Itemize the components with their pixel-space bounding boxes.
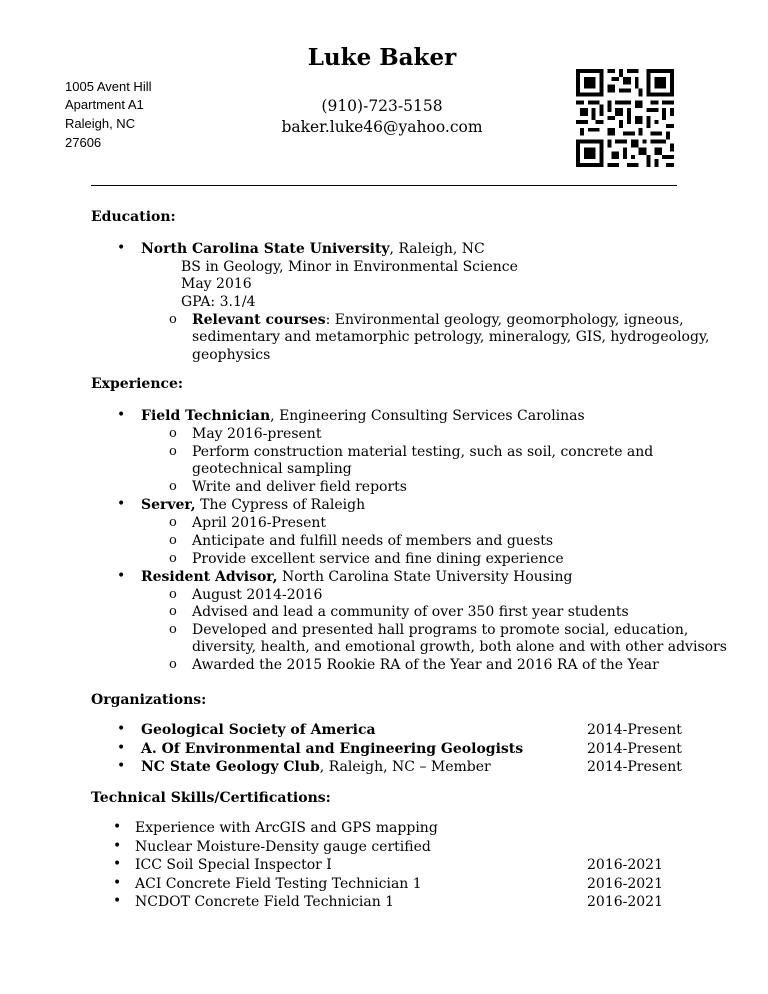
- job-title-line: [141, 496, 365, 514]
- address-line-2: Apartment A1: [65, 97, 144, 112]
- job-org: , Engineering Consulting Services Carolinas: [270, 408, 585, 424]
- sub-bullet-icon: o: [169, 657, 177, 672]
- phone-number: (910)-723-5158: [321, 97, 443, 115]
- bullet-icon: •: [117, 721, 126, 737]
- school-name: North Carolina State University: [141, 241, 390, 257]
- organization-name: NC State Geology Club: [141, 759, 320, 775]
- skill-date: 2016-2021: [587, 857, 663, 873]
- skill-date: 2016-2021: [587, 876, 663, 892]
- bullet-icon: •: [117, 240, 126, 256]
- sub-bullet-icon: o: [169, 533, 177, 548]
- education-courses: [192, 311, 684, 329]
- bullet-icon: •: [117, 568, 126, 584]
- skill-item: NCDOT Concrete Field Technician 1: [135, 894, 395, 910]
- bullet-icon: •: [113, 856, 122, 872]
- education-gpa: GPA: 3.1/4: [181, 294, 256, 310]
- skills-heading: Technical Skills/Certifications:: [91, 790, 331, 806]
- organization-date: 2014-Present: [587, 722, 682, 738]
- job-item: Awarded the 2015 Rookie RA of the Year and 2016 RA of the Year: [192, 657, 659, 673]
- job-item-continued: geotechnical sampling: [192, 461, 352, 477]
- job-item: Perform construction material testing, such as soil, concrete and: [192, 444, 654, 460]
- job-item: August 2014-2016: [192, 587, 323, 603]
- job-org: North Carolina State University Housing: [277, 569, 573, 585]
- job-item: Write and deliver field reports: [192, 479, 407, 495]
- bullet-icon: •: [113, 875, 122, 891]
- bullet-icon: •: [113, 819, 122, 835]
- organization-date: 2014-Present: [587, 741, 682, 757]
- address-line-1: 1005 Avent Hill: [65, 79, 152, 94]
- job-item: Provide excellent service and fine dining experience: [192, 551, 564, 567]
- job-item: Advised and lead a community of over 350 first year students: [192, 604, 629, 620]
- skill-item: Experience with ArcGIS and GPS mapping: [135, 820, 438, 836]
- job-item: May 2016-present: [192, 426, 322, 442]
- job-title-line: [141, 568, 572, 586]
- resume-name: Luke Baker: [307, 44, 457, 71]
- job-title: Server,: [141, 497, 196, 513]
- bullet-icon: •: [117, 740, 126, 756]
- organization-name: Geological Society of America: [141, 722, 376, 738]
- sub-bullet-icon: o: [169, 622, 177, 637]
- skill-item: ICC Soil Special Inspector I: [135, 857, 332, 873]
- education-degree: BS in Geology, Minor in Environmental Science: [181, 259, 518, 275]
- skill-item: Nuclear Moisture-Density gauge certified: [135, 839, 431, 855]
- organizations-heading: Organizations:: [91, 692, 207, 708]
- bullet-icon: •: [113, 893, 122, 909]
- sub-bullet-icon: o: [169, 587, 177, 602]
- job-item: Developed and presented hall programs to promote social, education,: [192, 622, 689, 638]
- skill-item: ACI Concrete Field Testing Technician 1: [135, 876, 422, 892]
- header-divider: [91, 185, 677, 186]
- courses-line-3: geophysics: [192, 347, 271, 363]
- courses-label: Relevant courses: [192, 312, 326, 328]
- job-item-continued: diversity, health, and emotional growth, both alone and with other advisors: [192, 639, 727, 655]
- job-title: Resident Advisor,: [141, 569, 278, 585]
- email-address: baker.luke46@yahoo.com: [281, 118, 483, 136]
- organization-name: A. Of Environmental and Engineering Geologists: [141, 741, 524, 757]
- bullet-icon: •: [113, 838, 122, 854]
- job-item: Anticipate and fulfill needs of members and guests: [192, 533, 554, 549]
- education-date: May 2016: [181, 276, 252, 292]
- sub-bullet-icon: o: [169, 479, 177, 494]
- skill-date: 2016-2021: [587, 894, 663, 910]
- sub-bullet-icon: o: [169, 515, 177, 530]
- address-line-3: Raleigh, NC: [65, 116, 136, 131]
- school-location: , Raleigh, NC: [389, 241, 485, 257]
- job-org: The Cypress of Raleigh: [195, 497, 366, 513]
- education-school: [141, 240, 485, 258]
- bullet-icon: •: [117, 496, 126, 512]
- education-heading: Education:: [91, 209, 176, 225]
- organization-line: [141, 758, 491, 776]
- sub-bullet-icon: o: [169, 604, 177, 619]
- organization-date: 2014-Present: [587, 759, 682, 775]
- sub-bullet-icon: o: [169, 312, 177, 327]
- job-title-line: [141, 407, 585, 425]
- courses-line-2: sedimentary and metamorphic petrology, mineralogy, GIS, hydrogeology,: [192, 329, 710, 345]
- sub-bullet-icon: o: [169, 444, 177, 459]
- qr-code-icon: [576, 69, 674, 167]
- experience-heading: Experience:: [91, 376, 184, 392]
- organization-detail: , Raleigh, NC – Member: [319, 759, 491, 775]
- courses-line-1: : Environmental geology, geomorphology, igneous,: [325, 312, 684, 328]
- bullet-icon: •: [117, 758, 126, 774]
- sub-bullet-icon: o: [169, 551, 177, 566]
- job-item: April 2016-Present: [192, 515, 327, 531]
- address-line-4: 27606: [65, 135, 102, 150]
- bullet-icon: •: [117, 407, 126, 423]
- job-title: Field Technician: [141, 408, 271, 424]
- sub-bullet-icon: o: [169, 426, 177, 441]
